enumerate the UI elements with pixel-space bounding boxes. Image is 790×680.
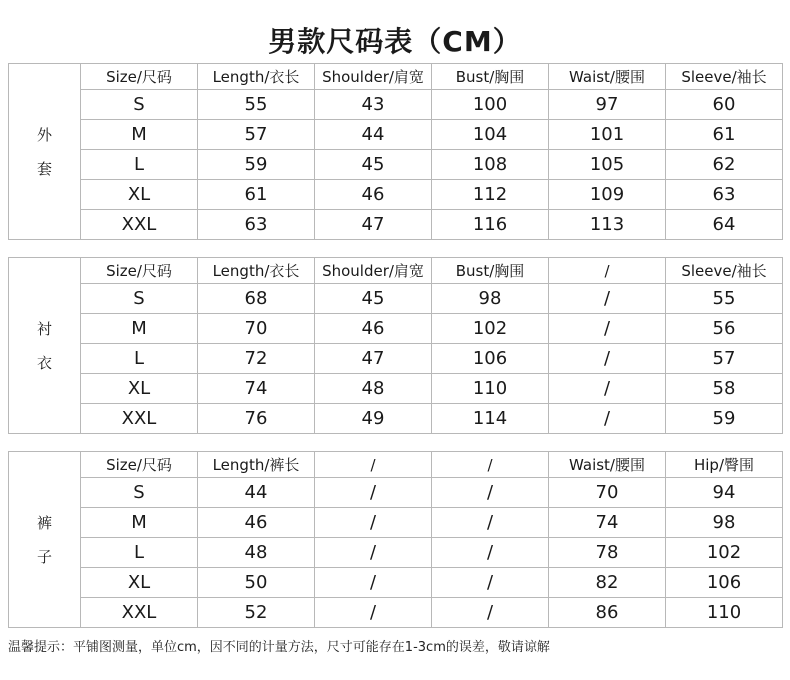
table-cell: 52	[198, 598, 315, 628]
table-cell: 104	[432, 120, 549, 150]
category-char: 裤	[36, 513, 52, 532]
column-header: Bust/胸围	[432, 258, 549, 284]
category-char: 衣	[36, 353, 52, 372]
table-cell: XL	[81, 568, 198, 598]
table-header-row	[9, 258, 783, 284]
size-table-pants	[8, 451, 783, 628]
table-cell: /	[549, 374, 666, 404]
table-cell: 116	[432, 210, 549, 240]
table-cell: 44	[198, 478, 315, 508]
table-cell: 82	[549, 568, 666, 598]
table-cell: 48	[198, 538, 315, 568]
table-row	[9, 180, 783, 210]
table-cell: 49	[315, 404, 432, 434]
column-header: Length/衣长	[198, 258, 315, 284]
column-header: Shoulder/肩宽	[315, 258, 432, 284]
page-title: 男款尺码表（CM）	[268, 25, 522, 58]
category-char: 衬	[36, 319, 52, 338]
category-char: 子	[36, 547, 52, 566]
table-cell: /	[549, 404, 666, 434]
table-row	[9, 478, 783, 508]
table-cell: 72	[198, 344, 315, 374]
table-cell: M	[81, 120, 198, 150]
table-cell: 62	[666, 150, 783, 180]
table-cell: 102	[666, 538, 783, 568]
table-cell: 60	[666, 90, 783, 120]
column-header: /	[432, 452, 549, 478]
column-header: Waist/腰围	[549, 452, 666, 478]
table-cell: 44	[315, 120, 432, 150]
table-row	[9, 598, 783, 628]
table-cell: 98	[666, 508, 783, 538]
table-cell: 100	[432, 90, 549, 120]
table-cell: L	[81, 538, 198, 568]
column-header: Sleeve/袖长	[666, 258, 783, 284]
category-char: 外	[36, 125, 52, 144]
table-cell: 112	[432, 180, 549, 210]
table-cell: 43	[315, 90, 432, 120]
table-cell: 110	[666, 598, 783, 628]
table-cell: 109	[549, 180, 666, 210]
table-cell: 50	[198, 568, 315, 598]
table-row	[9, 374, 783, 404]
table-cell: XXL	[81, 210, 198, 240]
table-row	[9, 150, 783, 180]
table-row	[9, 538, 783, 568]
table-row	[9, 508, 783, 538]
column-header: Size/尺码	[81, 258, 198, 284]
table-cell: 70	[198, 314, 315, 344]
table-cell: 63	[666, 180, 783, 210]
table-cell: 59	[198, 150, 315, 180]
table-cell: 86	[549, 598, 666, 628]
table-cell: /	[315, 478, 432, 508]
table-cell: 106	[666, 568, 783, 598]
table-cell: 46	[315, 314, 432, 344]
table-cell: 94	[666, 478, 783, 508]
table-cell: 55	[666, 284, 783, 314]
table-cell: 113	[549, 210, 666, 240]
table-cell: /	[315, 568, 432, 598]
table-cell: L	[81, 344, 198, 374]
column-header: Hip/臀围	[666, 452, 783, 478]
table-cell: /	[315, 598, 432, 628]
category-cell	[9, 452, 81, 628]
table-cell: 59	[666, 404, 783, 434]
table-cell: 101	[549, 120, 666, 150]
category-cell	[9, 64, 81, 240]
category-cell	[9, 258, 81, 434]
table-cell: 74	[549, 508, 666, 538]
table-cell: 97	[549, 90, 666, 120]
table-cell: 45	[315, 150, 432, 180]
table-cell: /	[432, 568, 549, 598]
table-row	[9, 568, 783, 598]
table-cell: 56	[666, 314, 783, 344]
table-cell: 63	[198, 210, 315, 240]
table-cell: XL	[81, 180, 198, 210]
table-cell: 98	[432, 284, 549, 314]
column-header: Sleeve/袖长	[666, 64, 783, 90]
table-cell: S	[81, 284, 198, 314]
table-cell: XXL	[81, 404, 198, 434]
table-row	[9, 344, 783, 374]
table-row	[9, 314, 783, 344]
table-cell: 61	[198, 180, 315, 210]
table-cell: XXL	[81, 598, 198, 628]
table-cell: 57	[198, 120, 315, 150]
table-cell: 106	[432, 344, 549, 374]
table-row	[9, 284, 783, 314]
column-header: Size/尺码	[81, 64, 198, 90]
table-cell: S	[81, 478, 198, 508]
table-header-row	[9, 452, 783, 478]
table-cell: 45	[315, 284, 432, 314]
table-row	[9, 90, 783, 120]
table-cell: 47	[315, 210, 432, 240]
table-cell: 57	[666, 344, 783, 374]
table-cell: M	[81, 314, 198, 344]
table-row	[9, 210, 783, 240]
table-cell: 102	[432, 314, 549, 344]
table-cell: 68	[198, 284, 315, 314]
table-cell: 55	[198, 90, 315, 120]
table-cell: 70	[549, 478, 666, 508]
table-cell: 48	[315, 374, 432, 404]
column-header: /	[549, 258, 666, 284]
table-cell: /	[432, 508, 549, 538]
column-header: Shoulder/肩宽	[315, 64, 432, 90]
size-table-shirt	[8, 257, 783, 434]
table-cell: 47	[315, 344, 432, 374]
column-header: Bust/胸围	[432, 64, 549, 90]
table-cell: 114	[432, 404, 549, 434]
table-cell: XL	[81, 374, 198, 404]
table-cell: 74	[198, 374, 315, 404]
table-cell: /	[549, 344, 666, 374]
measurement-note: 温馨提示：平铺图测量，单位cm，因不同的计量方法，尺寸可能存在1-3cm的误差，敬请谅解	[8, 640, 550, 655]
table-row	[9, 404, 783, 434]
table-cell: M	[81, 508, 198, 538]
size-table-jacket	[8, 63, 783, 240]
table-cell: 61	[666, 120, 783, 150]
table-cell: 108	[432, 150, 549, 180]
table-header-row	[9, 64, 783, 90]
table-cell: /	[432, 478, 549, 508]
table-cell: 76	[198, 404, 315, 434]
column-header: Length/衣长	[198, 64, 315, 90]
table-cell: 78	[549, 538, 666, 568]
table-cell: /	[315, 538, 432, 568]
table-cell: 64	[666, 210, 783, 240]
column-header: /	[315, 452, 432, 478]
table-cell: 46	[198, 508, 315, 538]
table-row	[9, 120, 783, 150]
table-cell: /	[549, 314, 666, 344]
table-cell: 58	[666, 374, 783, 404]
table-cell: /	[549, 284, 666, 314]
table-cell: /	[432, 598, 549, 628]
column-header: Waist/腰围	[549, 64, 666, 90]
table-cell: 46	[315, 180, 432, 210]
table-cell: S	[81, 90, 198, 120]
table-cell: 110	[432, 374, 549, 404]
category-char: 套	[36, 159, 52, 178]
table-cell: 105	[549, 150, 666, 180]
table-cell: /	[432, 538, 549, 568]
table-cell: L	[81, 150, 198, 180]
column-header: Size/尺码	[81, 452, 198, 478]
table-cell: /	[315, 508, 432, 538]
column-header: Length/裤长	[198, 452, 315, 478]
